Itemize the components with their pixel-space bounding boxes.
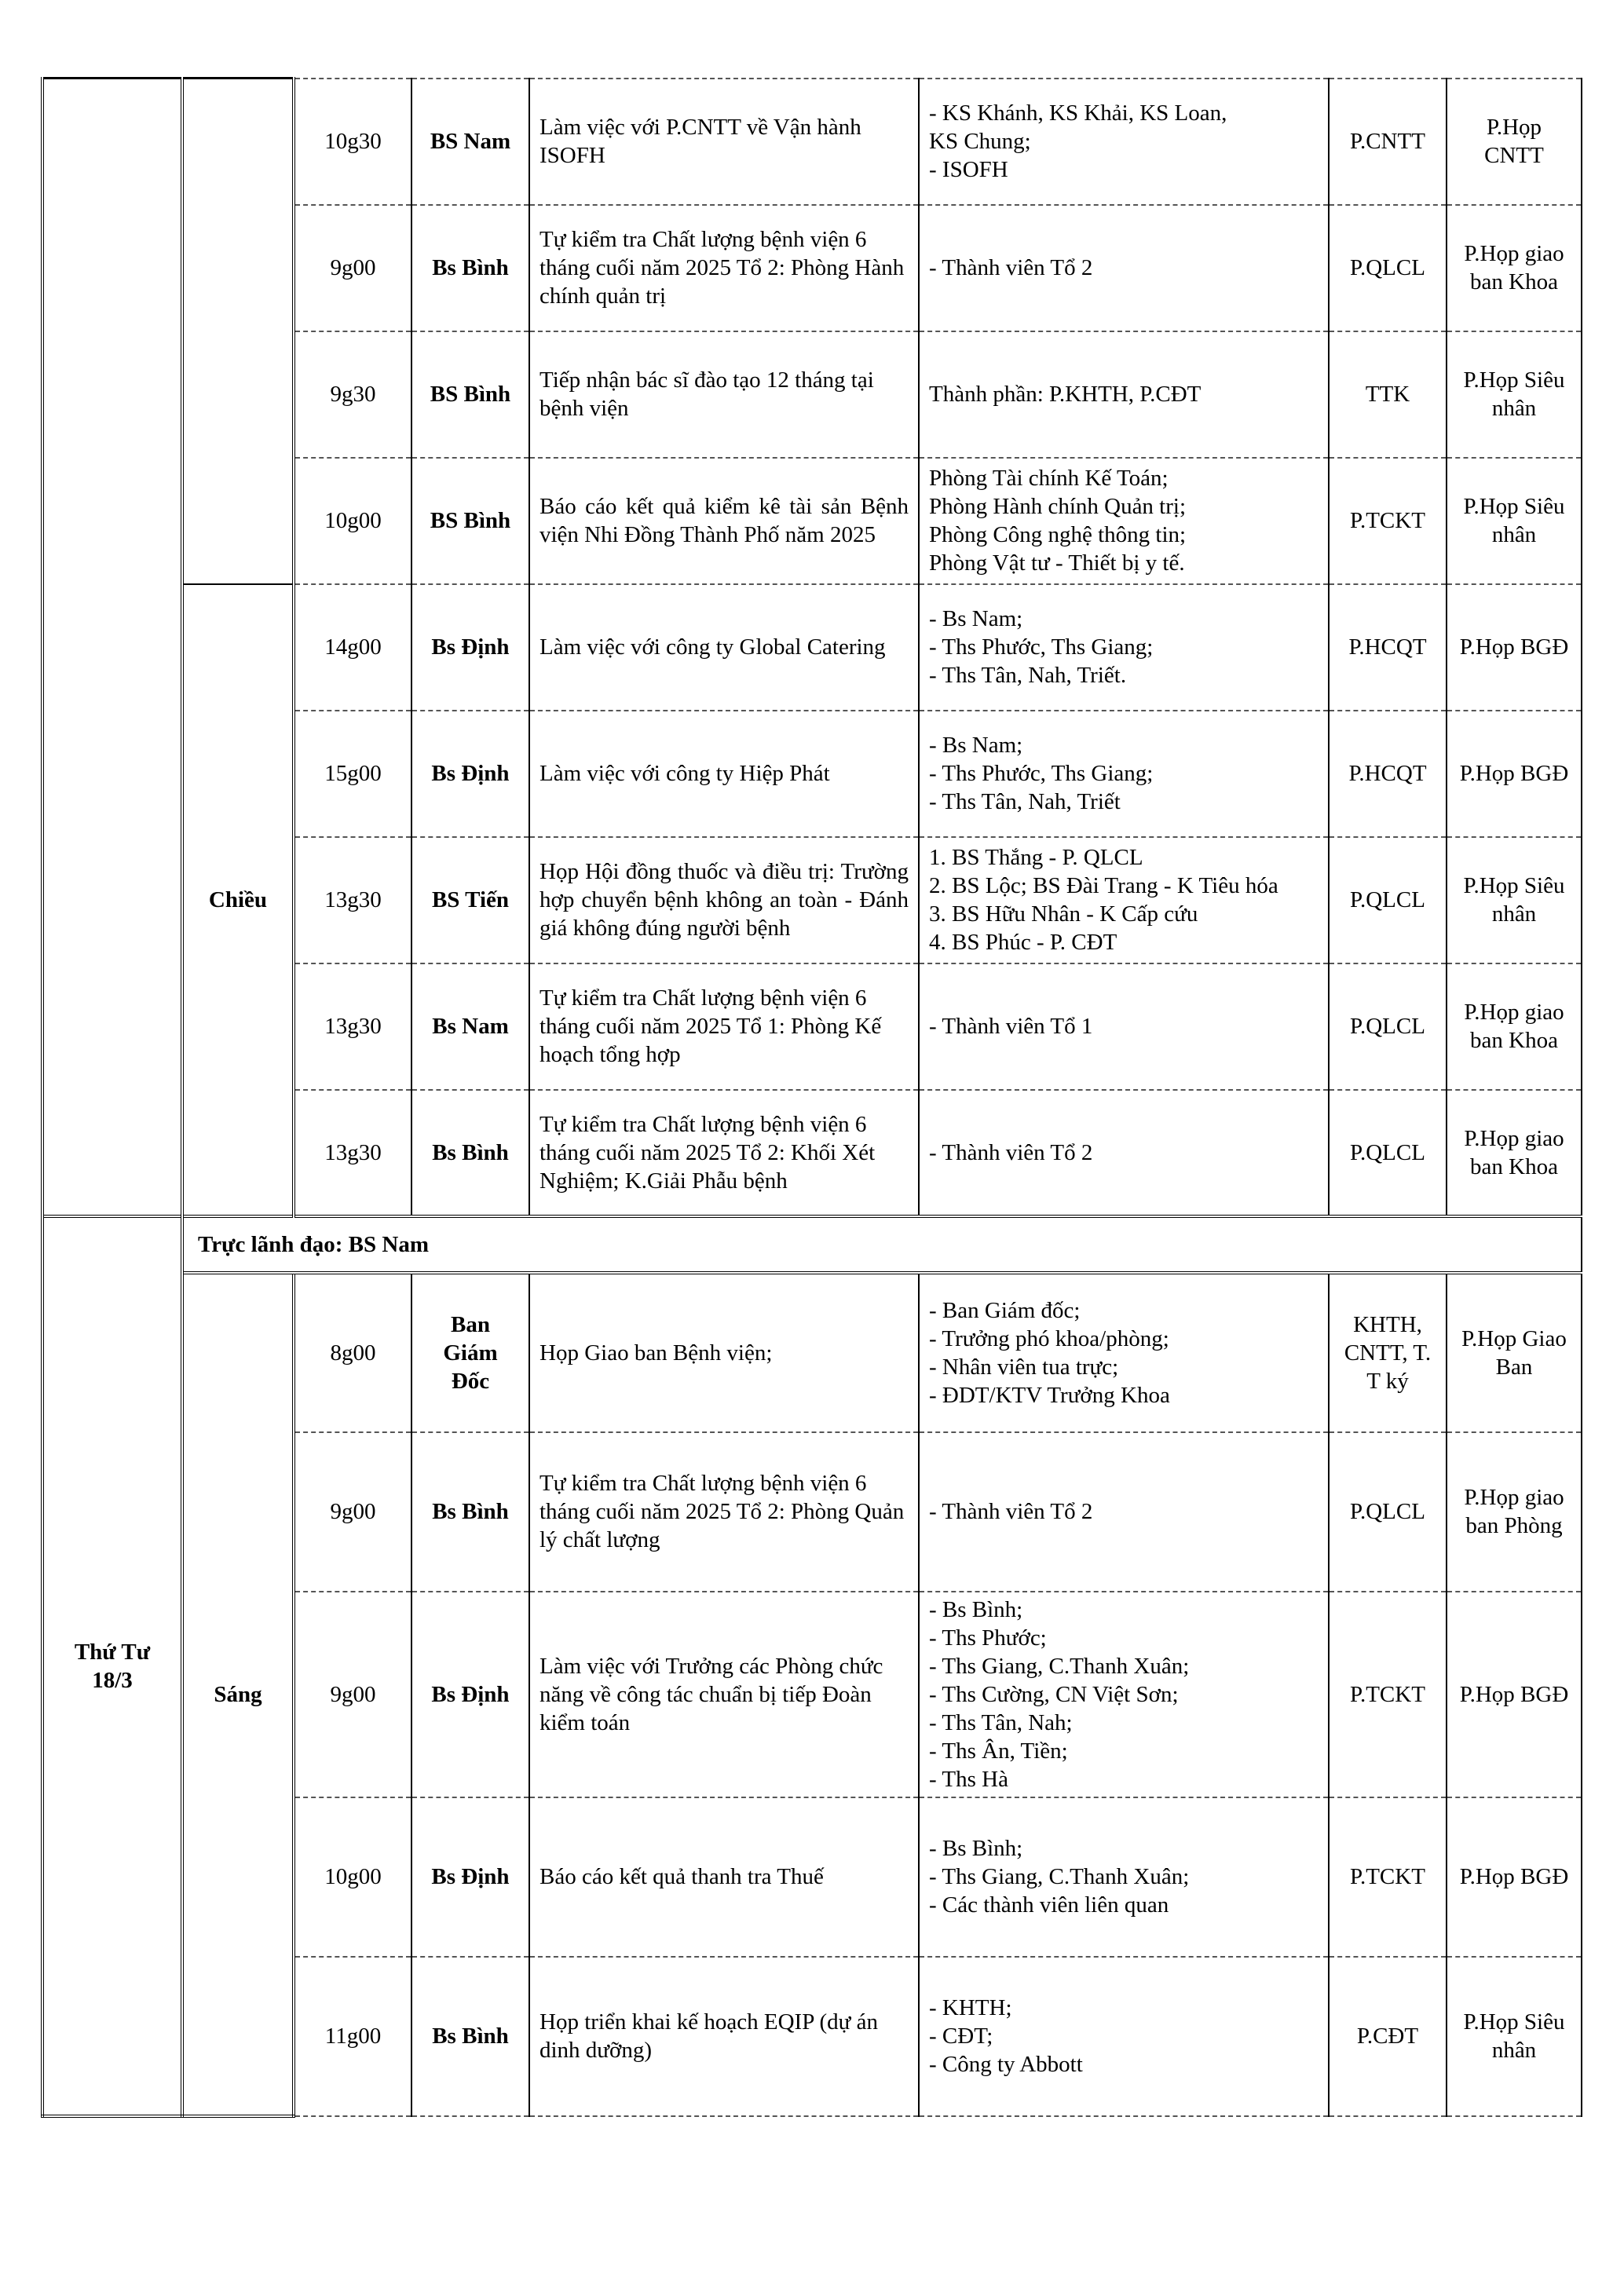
location-cell: P.Họp BGĐ (1447, 1592, 1582, 1797)
participant-line: - Trưởng phó khoa/phòng; (929, 1325, 1169, 1351)
location-cell: P.Họp giao ban Khoa (1447, 963, 1582, 1090)
participant-line: - Thành viên Tổ 2 (929, 255, 1093, 280)
duty-leader-label: Trực lãnh đạo: BS Nam (182, 1216, 1582, 1273)
participant-line: - Các thành viên liên quan (929, 1892, 1169, 1918)
prep-cell: TTK (1329, 331, 1447, 458)
location-cell: P.Họp BGĐ (1447, 584, 1582, 711)
table-row (42, 79, 1582, 205)
content-cell: Làm việc với công ty Hiệp Phát (529, 711, 919, 837)
participant-line: 1. BS Thắng - P. QLCL (929, 845, 1143, 870)
participants-cell (919, 331, 1329, 458)
content-cell: Tự kiểm tra Chất lượng bệnh viện 6 tháng cuối năm 2025 Tổ 2: Phòng Hành chính quản trị (529, 205, 919, 331)
location-cell: P.Họp giao ban Khoa (1447, 205, 1582, 331)
location-cell: P.Họp giao ban Phòng (1447, 1432, 1582, 1592)
time-cell: 13g30 (294, 1090, 411, 1216)
content-cell: Báo cáo kết quả thanh tra Thuế (529, 1797, 919, 1957)
participant-line: - Ths Giang, C.Thanh Xuân; (929, 1653, 1190, 1679)
time-cell: 11g00 (294, 1957, 411, 2116)
content-cell: Họp triển khai kế hoạch EQIP (dự án dinh dưỡng) (529, 1957, 919, 2116)
participant-line: - Thành viên Tổ 1 (929, 1014, 1093, 1039)
lead-cell: Bs Định (411, 584, 529, 711)
schedule-table (41, 77, 1582, 2118)
prep-cell: P.QLCL (1329, 1090, 1447, 1216)
participants-cell (919, 1090, 1329, 1216)
time-cell: 8g00 (294, 1273, 411, 1432)
participant-line: - Ths Phước, Ths Giang; (929, 634, 1154, 660)
location-cell: P.Họp BGĐ (1447, 1797, 1582, 1957)
lead-cell: BS Tiến (411, 837, 529, 963)
time-cell: 9g00 (294, 1432, 411, 1592)
prep-cell: P.CNTT (1329, 79, 1447, 205)
lead-cell: Ban Giám Đốc (411, 1273, 529, 1432)
participant-line: - Ban Giám đốc; (929, 1297, 1081, 1323)
participant-line: - ISOFH (929, 157, 1008, 182)
time-cell: 14g00 (294, 584, 411, 711)
participant-line: - Ths Hà (929, 1766, 1008, 1792)
participant-line: - Bs Bình; (929, 1596, 1023, 1622)
table-row (42, 584, 1582, 711)
participant-line: - Ths Phước; (929, 1625, 1047, 1651)
lead-cell: BS Bình (411, 458, 529, 584)
prep-cell: P.CĐT (1329, 1957, 1447, 2116)
time-cell: 10g00 (294, 458, 411, 584)
content-cell: Báo cáo kết quả kiểm kê tài sản Bệnh viện Nhi Đồng Thành Phố năm 2025 (529, 458, 919, 584)
prep-cell: P.QLCL (1329, 205, 1447, 331)
participant-line: - Công ty Abbott (929, 2052, 1083, 2077)
participant-line: - Ths Tân, Nah, Triết (929, 789, 1121, 814)
content-cell: Họp Giao ban Bệnh viện; (529, 1273, 919, 1432)
lead-cell: Bs Bình (411, 205, 529, 331)
schedule-body (42, 79, 1582, 2116)
prep-cell: P.QLCL (1329, 837, 1447, 963)
time-cell: 13g30 (294, 837, 411, 963)
content-cell: Tự kiểm tra Chất lượng bệnh viện 6 tháng cuối năm 2025 Tổ 1: Phòng Kế hoạch tổng hợp (529, 963, 919, 1090)
participant-line: 2. BS Lộc; BS Đài Trang - K Tiêu hóa (929, 873, 1278, 898)
prep-cell: P.TCKT (1329, 1592, 1447, 1797)
duty-row (42, 1216, 1582, 1273)
session-cell-continued (182, 79, 294, 584)
location-cell: P.Họp Siêu nhân (1447, 458, 1582, 584)
content-cell: Họp Hội đồng thuốc và điều trị: Trường hợp chuyển bệnh không an toàn - Đánh giá không đúng người bệnh (529, 837, 919, 963)
location-cell: P.Họp CNTT (1447, 79, 1582, 205)
participant-line: - Bs Nam; (929, 606, 1023, 631)
content-cell: Tiếp nhận bác sĩ đào tạo 12 tháng tại bệnh viện (529, 331, 919, 458)
lead-cell: Bs Bình (411, 1957, 529, 2116)
day-cell: Thứ Tư 18/3 (42, 1216, 182, 2116)
time-cell: 9g00 (294, 205, 411, 331)
participants-cell (919, 1592, 1329, 1797)
participant-line: Phòng Vật tư - Thiết bị y tế. (929, 550, 1185, 576)
lead-cell: Bs Định (411, 1797, 529, 1957)
participant-line: Thành phần: P.KHTH, P.CĐT (929, 382, 1202, 407)
content-cell: Làm việc với P.CNTT về Vận hành ISOFH (529, 79, 919, 205)
participant-line: - Thành viên Tổ 2 (929, 1499, 1093, 1524)
participant-line: - Thành viên Tổ 2 (929, 1139, 1093, 1165)
participant-line: Phòng Tài chính Kế Toán; (929, 466, 1169, 491)
participant-line: - Ths Cường, CN Việt Sơn; (929, 1681, 1179, 1707)
participant-line: - Nhân viên tua trực; (929, 1354, 1119, 1380)
participants-cell (919, 79, 1329, 205)
participants-cell (919, 1273, 1329, 1432)
participant-line: - ĐDT/KTV Trưởng Khoa (929, 1382, 1170, 1408)
participant-line: - Ths Ân, Tiền; (929, 1738, 1068, 1764)
location-cell: P.Họp Giao Ban (1447, 1273, 1582, 1432)
time-cell: 10g30 (294, 79, 411, 205)
participant-line: - Ths Giang, C.Thanh Xuân; (929, 1864, 1190, 1889)
content-cell: Tự kiểm tra Chất lượng bệnh viện 6 tháng cuối năm 2025 Tổ 2: Phòng Quản lý chất lượng (529, 1432, 919, 1592)
lead-cell: Bs Bình (411, 1090, 529, 1216)
prep-cell: KHTH, CNTT, T. T ký (1329, 1273, 1447, 1432)
content-cell: Tự kiểm tra Chất lượng bệnh viện 6 tháng cuối năm 2025 Tổ 2: Khối Xét Nghiệm; K.Giải Phẫu bệnh (529, 1090, 919, 1216)
participant-line: - Ths Tân, Nah, Triết. (929, 663, 1127, 688)
location-cell: P.Họp giao ban Khoa (1447, 1090, 1582, 1216)
time-cell: 9g30 (294, 331, 411, 458)
lead-cell: Bs Nam (411, 963, 529, 1090)
time-cell: 13g30 (294, 963, 411, 1090)
participants-cell (919, 1957, 1329, 2116)
participant-line: - Bs Nam; (929, 733, 1023, 758)
participants-cell (919, 711, 1329, 837)
participant-line: Phòng Hành chính Quản trị; (929, 494, 1187, 519)
lead-cell: Bs Định (411, 711, 529, 837)
participants-cell (919, 963, 1329, 1090)
prep-cell: P.TCKT (1329, 458, 1447, 584)
participants-cell (919, 1432, 1329, 1592)
location-cell: P.Họp Siêu nhân (1447, 837, 1582, 963)
time-cell: 10g00 (294, 1797, 411, 1957)
participants-cell (919, 584, 1329, 711)
lead-cell: Bs Định (411, 1592, 529, 1797)
participant-line: 3. BS Hữu Nhân - K Cấp cứu (929, 901, 1198, 927)
time-cell: 15g00 (294, 711, 411, 837)
prep-cell: P.HCQT (1329, 584, 1447, 711)
prep-cell: P.QLCL (1329, 1432, 1447, 1592)
content-cell: Làm việc với công ty Global Catering (529, 584, 919, 711)
participant-line: 4. BS Phúc - P. CĐT (929, 930, 1117, 955)
participant-line: - Bs Bình; (929, 1836, 1023, 1861)
time-cell: 9g00 (294, 1592, 411, 1797)
participant-line: KS Chung; (929, 129, 1031, 154)
participant-line: - KS Khánh, KS Khải, KS Loan, (929, 101, 1227, 126)
location-cell: P.Họp BGĐ (1447, 711, 1582, 837)
lead-cell: Bs Bình (411, 1432, 529, 1592)
lead-cell: BS Nam (411, 79, 529, 205)
session-cell-afternoon: Chiều (182, 584, 294, 1216)
session-cell-morning: Sáng (182, 1273, 294, 2116)
location-cell: P.Họp Siêu nhân (1447, 331, 1582, 458)
table-row (42, 1273, 1582, 1432)
participant-line: - Ths Tân, Nah; (929, 1709, 1073, 1735)
location-cell: P.Họp Siêu nhân (1447, 1957, 1582, 2116)
participant-line: - KHTH; (929, 1995, 1012, 2020)
participants-cell (919, 1797, 1329, 1957)
prep-cell: P.TCKT (1329, 1797, 1447, 1957)
participants-cell (919, 458, 1329, 584)
participant-line: - CĐT; (929, 2024, 993, 2049)
participant-line: Phòng Công nghệ thông tin; (929, 522, 1187, 547)
participants-cell (919, 205, 1329, 331)
participants-cell (919, 837, 1329, 963)
participant-line: - Ths Phước, Ths Giang; (929, 761, 1154, 786)
lead-cell: BS Bình (411, 331, 529, 458)
prep-cell: P.QLCL (1329, 963, 1447, 1090)
day-cell-continued (42, 79, 182, 1216)
content-cell: Làm việc với Trưởng các Phòng chức năng về công tác chuẩn bị tiếp Đoàn kiểm toán (529, 1592, 919, 1797)
prep-cell: P.HCQT (1329, 711, 1447, 837)
